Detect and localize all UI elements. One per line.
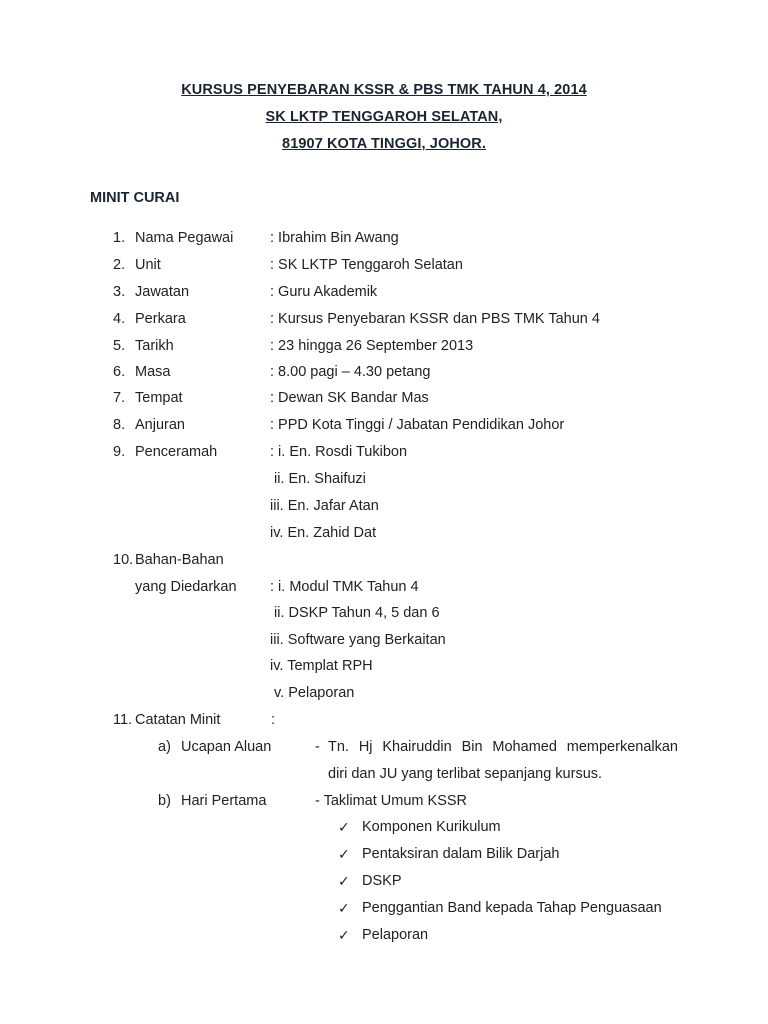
item-label: Bahan-Bahan	[135, 552, 224, 568]
material-item: iii. Software yang Berkaitan	[270, 632, 446, 648]
checklist-item: Komponen Kurikulum	[362, 819, 501, 835]
checklist-item: DSKP	[362, 873, 402, 889]
checkmark-icon: ✓	[338, 873, 350, 889]
item-label: Masa	[135, 364, 171, 380]
item-label: Perkara	[135, 311, 186, 327]
header-school: SK LKTP TENGGAROH SELATAN,	[265, 109, 503, 125]
speaker-name: ii. En. Shaifuzi	[274, 471, 366, 487]
item-number: 2.	[113, 257, 126, 273]
item-number: 4.	[113, 311, 126, 327]
item-number: 3.	[113, 284, 126, 300]
item-label: Anjuran	[135, 417, 185, 433]
item-label: Penceramah	[135, 444, 218, 460]
item-label: Tarikh	[135, 338, 174, 354]
item-number: 7.	[113, 390, 126, 406]
item-number: 1.	[113, 230, 126, 246]
checkmark-icon: ✓	[338, 846, 350, 862]
item-number: 6.	[113, 364, 126, 380]
subitem-label: Ucapan Aluan	[181, 739, 272, 755]
item-value: : Guru Akademik	[270, 284, 378, 300]
item-label: Nama Pegawai	[135, 230, 234, 246]
item-number: 9.	[113, 444, 126, 460]
section-title: MINIT CURAI	[90, 190, 180, 206]
checklist-item: Penggantian Band kepada Tahap Penguasaan	[362, 900, 662, 916]
item-value: : Dewan SK Bandar Mas	[270, 390, 429, 406]
subitem-label: Hari Pertama	[181, 793, 267, 809]
item-value: : Ibrahim Bin Awang	[270, 230, 399, 246]
item-value: : SK LKTP Tenggaroh Selatan	[270, 257, 463, 273]
item-label: Catatan Minit	[135, 712, 221, 728]
checklist-item: Pelaporan	[362, 927, 429, 943]
subitem-dash: -	[315, 739, 320, 755]
subitem-text-continued: diri dan JU yang terlibat sepanjang kursus.	[328, 766, 603, 782]
checkmark-icon: ✓	[338, 819, 350, 835]
speaker-name: iii. En. Jafar Atan	[270, 498, 379, 514]
item-label: Jawatan	[135, 284, 190, 300]
item-label: Tempat	[135, 390, 183, 406]
subitem-marker: a)	[158, 739, 171, 755]
item-label: Unit	[135, 257, 161, 273]
item-value: : 8.00 pagi – 4.30 petang	[270, 364, 431, 380]
header-address: 81907 KOTA TINGGI, JOHOR.	[282, 136, 486, 152]
material-item: : i. Modul TMK Tahun 4	[270, 579, 419, 595]
checkmark-icon: ✓	[338, 927, 350, 943]
speaker-name: iv. En. Zahid Dat	[270, 525, 377, 541]
subitem-text: Tn. Hj Khairuddin Bin Mohamed memperkenalkan	[328, 739, 678, 755]
material-item: v. Pelaporan	[274, 685, 355, 701]
checklist-item: Pentaksiran dalam Bilik Darjah	[362, 846, 560, 862]
material-item: ii. DSKP Tahun 4, 5 dan 6	[274, 605, 440, 621]
item-value: : 23 hingga 26 September 2013	[270, 338, 474, 354]
item-label-continued: yang Diedarkan	[135, 579, 237, 595]
item-value: : PPD Kota Tinggi / Jabatan Pendidikan Johor	[270, 417, 565, 433]
checkmark-icon: ✓	[338, 900, 350, 916]
item-colon: :	[271, 712, 276, 728]
subitem-text: - Taklimat Umum KSSR	[315, 793, 468, 809]
header-title: KURSUS PENYEBARAN KSSR & PBS TMK TAHUN 4, 2014	[181, 82, 587, 98]
item-value: : i. En. Rosdi Tukibon	[270, 444, 408, 460]
item-number: 8.	[113, 417, 126, 433]
item-number: 11.	[113, 712, 133, 728]
material-item: iv. Templat RPH	[270, 658, 373, 674]
item-value: : Kursus Penyebaran KSSR dan PBS TMK Tahun 4	[270, 311, 600, 327]
item-number: 5.	[113, 338, 126, 354]
item-number: 10.	[113, 552, 134, 568]
subitem-marker: b)	[158, 793, 171, 809]
